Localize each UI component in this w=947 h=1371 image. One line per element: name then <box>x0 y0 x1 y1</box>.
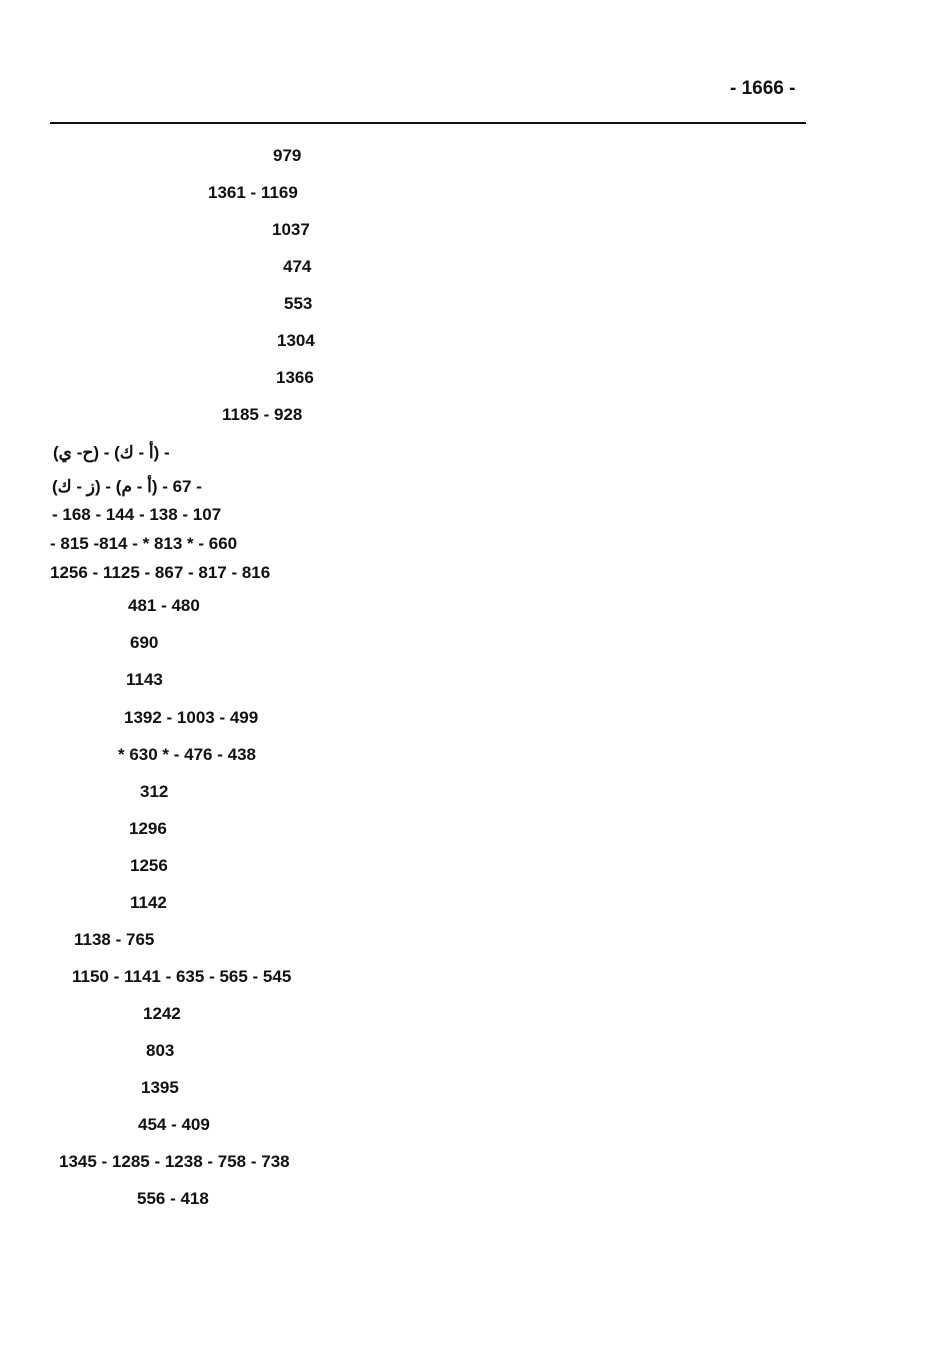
entry-refs: 1366 <box>276 368 314 387</box>
entry-refs: 1138 - 765 <box>74 930 155 949</box>
entry-refs: 803 <box>146 1041 175 1060</box>
entry-refs: 690 <box>130 633 159 652</box>
entry-refs: 553 <box>284 294 313 313</box>
entry-refs: 1256 <box>130 856 168 875</box>
entry-refs-continuation: - 168 - 144 - 138 - 107 <box>52 505 222 524</box>
entry-refs: 1037 <box>272 220 310 239</box>
entry-refs: 1296 <box>129 819 167 838</box>
entry-refs: 1185 - 928 <box>222 405 303 424</box>
entry-refs: * 630 * - 476 - 438 <box>118 745 256 764</box>
entry-refs: 454 - 409 <box>138 1115 210 1134</box>
entry-refs: 1150 - 1141 - 635 - 565 - 545 <box>72 967 292 986</box>
entry-refs-continuation: - 815 -814 - * 813 * - 660 <box>50 534 238 553</box>
entry-refs: 1143 <box>126 670 163 689</box>
entry-refs: 312 <box>140 782 169 801</box>
entry-refs: 1142 <box>130 893 167 912</box>
entry-refs: 1395 <box>141 1078 179 1097</box>
entry-refs: 474 <box>283 257 312 276</box>
entry-refs: 1361 - 1169 <box>208 183 298 202</box>
entry-refs: 1345 - 1285 - 1238 - 758 - 738 <box>59 1152 290 1171</box>
entry-refs: 1242 <box>143 1004 181 1023</box>
entry-refs: (ح- ي) - (أ - ك) - <box>53 443 170 462</box>
entry-refs: 556 - 418 <box>137 1189 209 1208</box>
entry-refs-continuation: (ز - ك) - (أ - م) - 67 - <box>52 477 202 496</box>
entry-refs: 1304 <box>277 331 315 350</box>
header-rule <box>50 122 806 124</box>
entry-refs-continuation: 1256 - 1125 - 867 - 817 - 816 <box>50 563 271 582</box>
entry-refs: 979 <box>273 146 302 165</box>
entry-refs: 1392 - 1003 - 499 <box>124 708 259 727</box>
entry-refs: 481 - 480 <box>128 596 200 615</box>
page-number: - 1666 - <box>730 78 796 99</box>
